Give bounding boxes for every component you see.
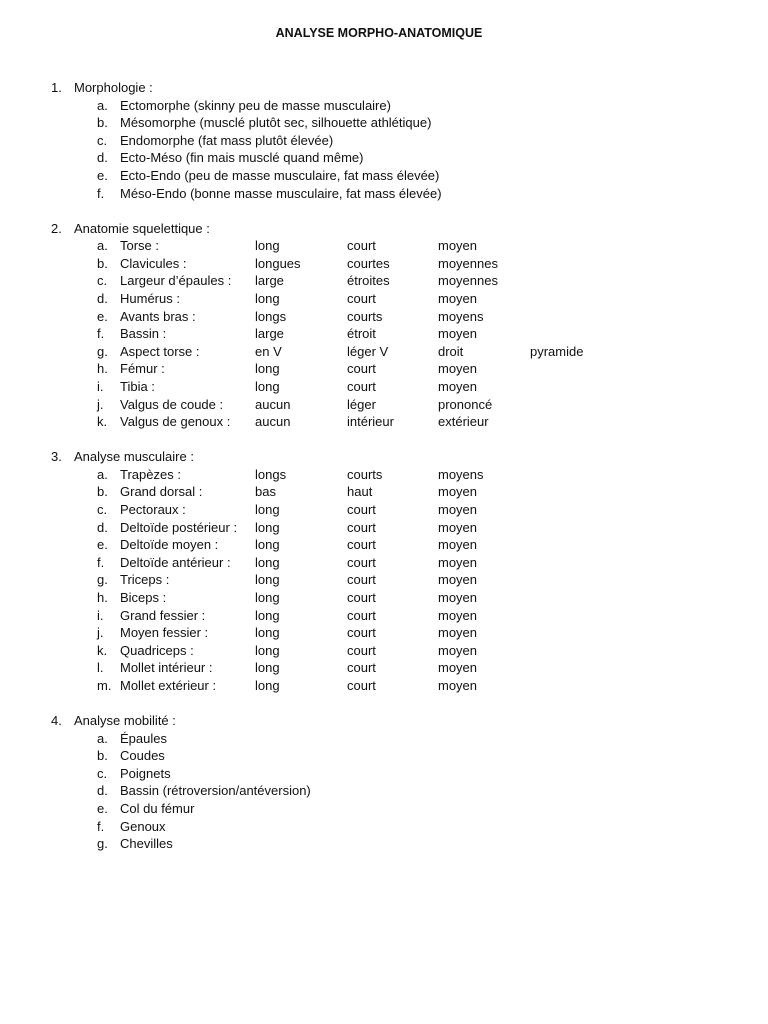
list-item [0, 501, 768, 519]
item-letter: e. [97, 167, 108, 183]
item-label: Mollet extérieur : [120, 678, 217, 693]
item-letter: c. [97, 502, 108, 518]
list-item [0, 536, 768, 554]
list-item [0, 747, 768, 765]
item-letter: i. [97, 379, 104, 394]
section-heading-line [0, 79, 768, 97]
item-option: court [347, 590, 376, 606]
item-option: long [255, 554, 280, 570]
item-label: Chevilles [120, 836, 173, 852]
item-label: Bassin (rétroversion/antéversion) [120, 783, 311, 799]
item-letter: a. [97, 97, 108, 113]
document-title: ANALYSE MORPHO-ANATOMIQUE [275, 26, 483, 40]
item-option: long [255, 238, 280, 254]
list-item [0, 571, 768, 589]
item-letter: h. [97, 590, 108, 606]
item-label: Genoux [120, 818, 166, 834]
list-item [0, 114, 768, 132]
item-letter: k. [97, 414, 108, 430]
item-letter: c. [97, 132, 108, 148]
item-option: léger [347, 396, 376, 412]
item-option: prononcé [438, 396, 493, 412]
item-letter: d. [97, 150, 108, 166]
list-item [0, 677, 768, 695]
item-letter: e. [97, 537, 108, 553]
item-option: large [255, 326, 284, 342]
item-option: long [255, 590, 280, 606]
item-label: Pectoraux : [120, 502, 186, 518]
item-label: Humérus : [120, 291, 180, 307]
item-option: court [347, 625, 376, 641]
item-option: moyen [438, 291, 478, 307]
item-option: intérieur [347, 414, 394, 430]
item-option: court [347, 238, 376, 254]
item-letter: b. [97, 484, 108, 500]
item-letter: e. [97, 801, 108, 817]
item-letter: c. [97, 273, 108, 289]
item-letter: m. [97, 678, 112, 693]
list-item [0, 308, 768, 326]
item-label: Méso-Endo (bonne masse musculaire, fat mass élevée) [120, 185, 442, 201]
list-item [0, 800, 768, 818]
item-option: longs [255, 308, 287, 324]
item-letter: f. [97, 554, 105, 570]
list-item [0, 607, 768, 625]
list-item [0, 185, 768, 203]
list-item [0, 167, 768, 185]
item-label: Tibia : [120, 379, 155, 394]
item-label: Ectomorphe (skinny peu de masse musculaire) [120, 97, 391, 113]
list-item [0, 132, 768, 150]
item-option: moyen [438, 590, 478, 606]
item-label: Coudes [120, 748, 165, 764]
item-letter: b. [97, 748, 108, 764]
section-heading: Analyse musculaire : [74, 449, 194, 465]
item-option: aucun [255, 414, 291, 430]
item-option: moyen [438, 326, 478, 342]
item-label: Trapèzes : [120, 466, 181, 482]
item-option: courts [347, 308, 383, 324]
item-label: Aspect torse : [120, 343, 200, 359]
section-number: 1. [51, 80, 62, 95]
item-option: long [255, 537, 280, 553]
item-label: Ecto-Endo (peu de masse musculaire, fat mass élevée) [120, 167, 440, 183]
item-option: moyen [438, 537, 478, 553]
item-letter: g. [97, 572, 108, 588]
item-option: long [255, 642, 280, 658]
item-label: Col du fémur [120, 801, 195, 817]
list-item [0, 272, 768, 290]
item-letter: j. [97, 625, 104, 641]
item-option: moyen [438, 660, 478, 676]
item-option: moyens [438, 308, 484, 324]
list-item [0, 290, 768, 308]
item-letter: l. [97, 660, 104, 676]
item-option: court [347, 660, 376, 676]
item-label: Valgus de coude : [120, 396, 224, 412]
item-label: Triceps : [120, 572, 170, 588]
list-item [0, 255, 768, 273]
item-option: court [347, 607, 376, 623]
section-heading-line [0, 712, 768, 730]
item-option: long [255, 379, 280, 394]
item-label: Poignets [120, 765, 171, 781]
item-label: Biceps : [120, 590, 167, 606]
item-option: court [347, 291, 376, 307]
item-option: court [347, 572, 376, 588]
item-letter: g. [97, 836, 108, 852]
item-option: court [347, 537, 376, 553]
section-heading-line [0, 448, 768, 466]
item-label: Torse : [120, 238, 160, 254]
item-label: Grand dorsal : [120, 484, 203, 500]
item-letter: a. [97, 238, 108, 254]
list-item [0, 519, 768, 537]
item-option: long [255, 502, 280, 518]
list-item [0, 149, 768, 167]
item-label: Quadriceps : [120, 642, 194, 658]
item-option: long [255, 291, 280, 307]
item-option: long [255, 572, 280, 588]
item-option: haut [347, 484, 373, 500]
list-item [0, 624, 768, 642]
item-letter: a. [97, 466, 108, 482]
item-label: Bassin : [120, 326, 167, 342]
section-heading: Anatomie squelettique : [74, 220, 210, 236]
item-option: aucun [255, 396, 291, 412]
item-letter: h. [97, 361, 108, 377]
item-option: court [347, 678, 376, 693]
item-label: Valgus de genoux : [120, 414, 231, 430]
item-letter: i. [97, 607, 104, 623]
list-item [0, 835, 768, 853]
section-heading: Analyse mobilité : [74, 713, 176, 729]
item-label: Avants bras : [120, 308, 196, 324]
list-item [0, 325, 768, 343]
item-option: court [347, 502, 376, 518]
item-option: étroit [347, 326, 376, 342]
item-option: court [347, 519, 376, 535]
item-option: moyen [438, 642, 478, 658]
section-number: 2. [51, 220, 62, 236]
item-label: Épaules [120, 730, 167, 746]
section-heading: Morphologie : [74, 80, 153, 95]
item-letter: j. [97, 396, 104, 412]
item-option: long [255, 519, 280, 535]
list-item [0, 589, 768, 607]
item-option: moyennes [438, 273, 498, 289]
item-label: Clavicules : [120, 255, 187, 271]
section-number: 4. [51, 713, 62, 729]
item-option: étroites [347, 273, 390, 289]
item-option: moyen [438, 484, 478, 500]
item-option: long [255, 625, 280, 641]
item-option: moyen [438, 678, 478, 693]
list-item [0, 483, 768, 501]
item-label: Fémur : [120, 361, 165, 377]
list-item [0, 642, 768, 660]
list-item [0, 378, 768, 396]
item-letter: f. [97, 326, 105, 342]
item-option: moyen [438, 554, 478, 570]
item-option: court [347, 554, 376, 570]
list-item [0, 730, 768, 748]
list-item [0, 237, 768, 255]
list-item [0, 360, 768, 378]
section-heading-line [0, 220, 768, 238]
item-label: Deltoïde postérieur : [120, 519, 238, 535]
item-option: long [255, 607, 280, 623]
item-label: Endomorphe (fat mass plutôt élevée) [120, 132, 334, 148]
item-option: moyen [438, 572, 478, 588]
item-letter: b. [97, 255, 108, 271]
item-option: droit [438, 343, 464, 359]
item-option: pyramide [530, 343, 584, 359]
item-option: court [347, 361, 376, 377]
item-option: long [255, 660, 280, 676]
item-letter: e. [97, 308, 108, 324]
item-option: longues [255, 255, 301, 271]
item-letter: d. [97, 291, 108, 307]
item-option: long [255, 678, 280, 693]
item-option: courtes [347, 255, 390, 271]
item-option: moyens [438, 466, 484, 482]
item-option: bas [255, 484, 276, 500]
item-option: moyen [438, 238, 478, 254]
item-letter: d. [97, 519, 108, 535]
item-option: court [347, 642, 376, 658]
item-letter: a. [97, 730, 108, 746]
list-item [0, 97, 768, 115]
item-label: Ecto-Méso (fin mais musclé quand même) [120, 150, 364, 166]
section-4 [0, 712, 768, 853]
list-item [0, 659, 768, 677]
item-option: moyen [438, 607, 478, 623]
list-item [0, 818, 768, 836]
item-label: Largeur d’épaules : [120, 273, 232, 289]
section-2 [0, 220, 768, 431]
list-item [0, 466, 768, 484]
list-item [0, 554, 768, 572]
section-3 [0, 448, 768, 694]
item-letter: f. [97, 185, 105, 201]
list-item [0, 765, 768, 783]
item-option: moyen [438, 519, 478, 535]
item-letter: c. [97, 765, 108, 781]
item-label: Deltoïde moyen : [120, 537, 219, 553]
section-number: 3. [51, 449, 62, 465]
item-option: moyen [438, 361, 478, 377]
item-label: Mollet intérieur : [120, 660, 213, 676]
sections-list [0, 79, 768, 870]
item-option: large [255, 273, 284, 289]
item-option: longs [255, 466, 287, 482]
item-option: en V [255, 343, 282, 359]
item-label: Deltoïde antérieur : [120, 554, 231, 570]
item-label: Grand fessier : [120, 607, 206, 623]
item-option: courts [347, 466, 383, 482]
item-label: Moyen fessier : [120, 625, 209, 641]
item-option: court [347, 379, 376, 394]
section-1 [0, 79, 768, 202]
item-label: Mésomorphe (musclé plutôt sec, silhouette athlétique) [120, 115, 432, 131]
item-letter: f. [97, 818, 105, 834]
list-item [0, 413, 768, 431]
list-item [0, 782, 768, 800]
list-item [0, 396, 768, 414]
list-item [0, 343, 768, 361]
item-letter: g. [97, 343, 108, 359]
item-option: moyen [438, 379, 478, 394]
item-option: long [255, 361, 280, 377]
item-option: moyen [438, 625, 478, 641]
item-option: léger V [347, 343, 389, 359]
item-letter: k. [97, 642, 108, 658]
item-option: moyen [438, 502, 478, 518]
item-option: extérieur [438, 414, 489, 430]
item-letter: d. [97, 783, 108, 799]
item-option: moyennes [438, 255, 498, 271]
item-letter: b. [97, 115, 108, 131]
